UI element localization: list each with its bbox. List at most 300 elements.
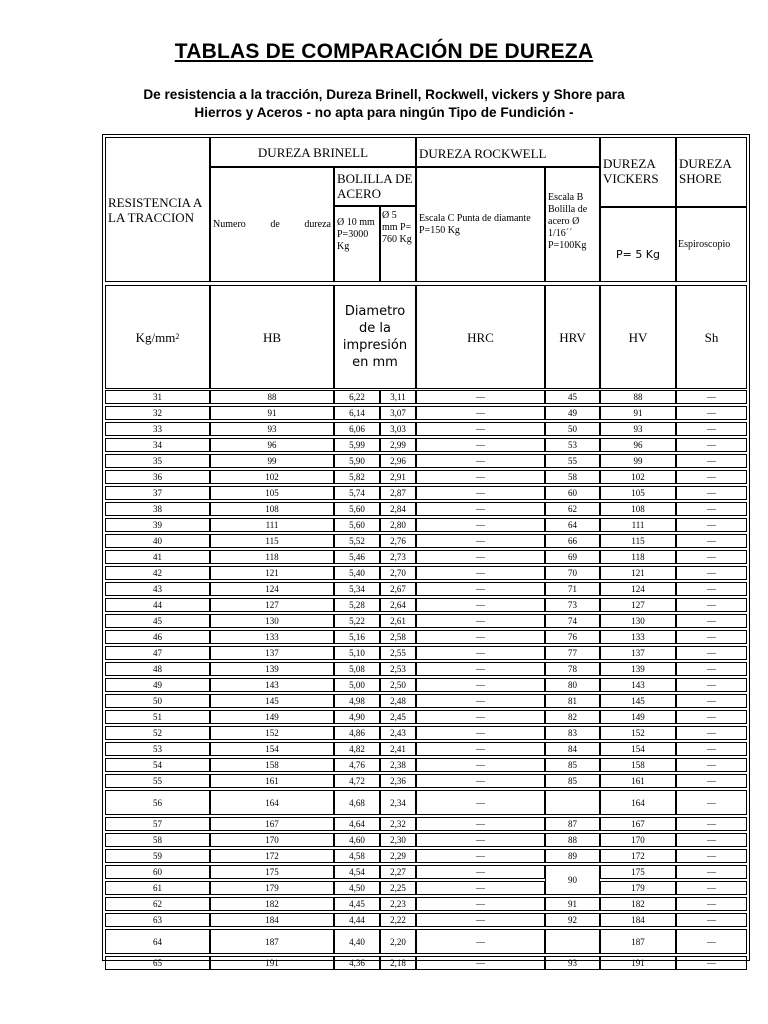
table-cell-d5: 2,45	[380, 710, 416, 724]
table-cell-d5: 2,29	[380, 849, 416, 863]
table-cell-d5: 2,50	[380, 678, 416, 692]
table-cell-hb: 191	[210, 956, 334, 970]
table-cell-d10: 4,76	[334, 758, 380, 772]
header-p5-label: P= 5 Kg	[615, 248, 661, 261]
table-cell-hrv: 73	[545, 598, 600, 612]
table-cell-sh: —	[676, 726, 747, 740]
table-cell-d10: 5,60	[334, 518, 380, 532]
table-cell-sh: —	[676, 630, 747, 644]
table-cell-hrc: —	[416, 956, 545, 970]
subtitle-line-2: Hierros y Aceros - no apta para ningún Tipo de Fundición -	[194, 105, 574, 120]
table-cell-d10: 4,60	[334, 833, 380, 847]
table-cell-d5: 3,03	[380, 422, 416, 436]
table-cell-hb: 111	[210, 518, 334, 532]
table-cell-hv: 179	[600, 881, 676, 895]
header-rockwell-label: DUREZA ROCKWELL	[419, 146, 547, 161]
table-cell-d10: 4,44	[334, 913, 380, 927]
table-cell-hv: 145	[600, 694, 676, 708]
table-cell-resistencia: 63	[105, 913, 210, 927]
table-cell-hb: 93	[210, 422, 334, 436]
table-cell-d10: 4,54	[334, 865, 380, 879]
table-cell-resistencia: 50	[105, 694, 210, 708]
table-cell-hb: 182	[210, 897, 334, 911]
table-cell-hv: 127	[600, 598, 676, 612]
table-cell-hrc: —	[416, 390, 545, 404]
table-cell-hrc: —	[416, 790, 545, 815]
header-d10-label: Ø 10 mm P=3000 Kg	[337, 217, 375, 252]
header-brinell-label: DUREZA BRINELL	[257, 144, 369, 160]
header-p5	[600, 207, 676, 282]
table-cell-resistencia: 58	[105, 833, 210, 847]
table-cell-hv: 175	[600, 865, 676, 879]
table-cell-sh: —	[676, 742, 747, 756]
header-espiroscopio	[676, 207, 747, 282]
table-cell-hrv: 45	[545, 390, 600, 404]
table-cell-sh: —	[676, 694, 747, 708]
header-vickers-label: DUREZA VICKERS	[603, 156, 659, 186]
table-cell-hrc: —	[416, 630, 545, 644]
table-cell-hrc: —	[416, 929, 545, 954]
table-cell-hrv: 49	[545, 406, 600, 420]
table-cell-hrc: —	[416, 598, 545, 612]
header-bolilla-label: BOLILLA DE ACERO	[337, 171, 413, 201]
table-cell-d5: 2,84	[380, 502, 416, 516]
table-cell-hrv: 89	[545, 849, 600, 863]
table-cell-resistencia: 36	[105, 470, 210, 484]
table-cell-d10: 5,60	[334, 502, 380, 516]
unit-sh	[676, 285, 747, 389]
table-cell-resistencia: 37	[105, 486, 210, 500]
table-cell-hb: 108	[210, 502, 334, 516]
table-cell-d5: 2,53	[380, 662, 416, 676]
table-cell-sh: —	[676, 550, 747, 564]
table-cell-resistencia: 52	[105, 726, 210, 740]
table-cell-d10: 5,74	[334, 486, 380, 500]
table-cell-hv: 184	[600, 913, 676, 927]
table-cell-sh: —	[676, 913, 747, 927]
table-cell-sh: —	[676, 865, 747, 879]
table-cell-hv: 111	[600, 518, 676, 532]
table-cell-d5: 3,11	[380, 390, 416, 404]
page-title: TABLAS DE COMPARACIÓN DE DUREZA	[174, 40, 594, 63]
table-cell-hrc: —	[416, 534, 545, 548]
table-cell-d5: 2,99	[380, 438, 416, 452]
table-cell-hrc: —	[416, 678, 545, 692]
table-cell-sh: —	[676, 486, 747, 500]
table-cell-resistencia: 61	[105, 881, 210, 895]
table-cell-sh: —	[676, 470, 747, 484]
table-cell-hv: 158	[600, 758, 676, 772]
table-cell-hv: 118	[600, 550, 676, 564]
table-cell-d10: 4,72	[334, 774, 380, 788]
table-cell-sh: —	[676, 817, 747, 831]
table-cell-d5: 2,34	[380, 790, 416, 815]
table-cell-hv: 130	[600, 614, 676, 628]
table-cell-hrv: 90	[545, 865, 600, 895]
table-cell-hrv: 76	[545, 630, 600, 644]
table-cell-hb: 99	[210, 454, 334, 468]
table-cell-hrv: 78	[545, 662, 600, 676]
table-cell-sh: —	[676, 566, 747, 580]
table-cell-d10: 5,22	[334, 614, 380, 628]
table-cell-d5: 2,96	[380, 454, 416, 468]
table-cell-hv: 96	[600, 438, 676, 452]
unit-kg-label: Kg/mm	[135, 329, 176, 345]
table-cell-d5: 2,38	[380, 758, 416, 772]
table-cell-d10: 4,86	[334, 726, 380, 740]
table-cell-resistencia: 46	[105, 630, 210, 644]
table-cell-hrv: 62	[545, 502, 600, 516]
table-cell-hrv: 91	[545, 897, 600, 911]
table-cell-hv: 102	[600, 470, 676, 484]
header-d5	[380, 206, 416, 282]
table-cell-d10: 4,45	[334, 897, 380, 911]
table-cell-sh: —	[676, 502, 747, 516]
table-cell-hrc: —	[416, 742, 545, 756]
table-cell-sh: —	[676, 662, 747, 676]
table-cell-d10: 5,16	[334, 630, 380, 644]
table-cell-hrc: —	[416, 774, 545, 788]
table-cell-hrv: 60	[545, 486, 600, 500]
table-cell-d5: 2,91	[380, 470, 416, 484]
table-cell-d5: 2,23	[380, 897, 416, 911]
table-cell-d5: 2,43	[380, 726, 416, 740]
table-cell-hrv: 81	[545, 694, 600, 708]
table-cell-resistencia: 45	[105, 614, 210, 628]
table-cell-hrv: 77	[545, 646, 600, 660]
table-cell-resistencia: 34	[105, 438, 210, 452]
unit-hv-label: HV	[628, 329, 648, 345]
table-cell-resistencia: 38	[105, 502, 210, 516]
table-cell-hv: 99	[600, 454, 676, 468]
table-cell-d5: 2,64	[380, 598, 416, 612]
table-cell-hrv: 58	[545, 470, 600, 484]
table-cell-hrc: —	[416, 406, 545, 420]
table-cell-hrv: 93	[545, 956, 600, 970]
table-cell-hrv: 50	[545, 422, 600, 436]
table-cell-resistencia: 56	[105, 790, 210, 815]
table-cell-hb: 88	[210, 390, 334, 404]
table-cell-resistencia: 51	[105, 710, 210, 724]
table-cell-hrc: —	[416, 454, 545, 468]
table-cell-hrc: —	[416, 913, 545, 927]
table-cell-d10: 4,50	[334, 881, 380, 895]
table-cell-resistencia: 47	[105, 646, 210, 660]
table-cell-hrc: —	[416, 550, 545, 564]
table-cell-resistencia: 54	[105, 758, 210, 772]
table-cell-hrc: —	[416, 758, 545, 772]
table-cell-resistencia: 35	[105, 454, 210, 468]
table-cell-d10: 5,08	[334, 662, 380, 676]
table-cell-d10: 5,52	[334, 534, 380, 548]
table-cell-hb: 184	[210, 913, 334, 927]
header-d5-label: Ø 5 mm P= 760 Kg	[382, 210, 412, 245]
table-cell-resistencia: 55	[105, 774, 210, 788]
table-cell-hb: 149	[210, 710, 334, 724]
table-cell-hb: 179	[210, 881, 334, 895]
table-cell-hb: 137	[210, 646, 334, 660]
table-cell-sh: —	[676, 833, 747, 847]
table-cell-resistencia: 64	[105, 929, 210, 954]
table-cell-sh: —	[676, 534, 747, 548]
header-shore	[676, 137, 747, 207]
table-cell-resistencia: 43	[105, 582, 210, 596]
header-vickers	[600, 137, 676, 207]
table-cell-d10: 5,99	[334, 438, 380, 452]
table-cell-sh: —	[676, 646, 747, 660]
table-cell-d5: 2,30	[380, 833, 416, 847]
table-cell-hv: 170	[600, 833, 676, 847]
table-cell-d5: 2,55	[380, 646, 416, 660]
table-cell-hv: 149	[600, 710, 676, 724]
unit-hrc	[416, 285, 545, 389]
table-cell-hv: 164	[600, 790, 676, 815]
table-cell-sh: —	[676, 758, 747, 772]
table-cell-hb: 139	[210, 662, 334, 676]
table-cell-d5: 2,73	[380, 550, 416, 564]
table-cell-hv: 139	[600, 662, 676, 676]
table-cell-hrc: —	[416, 614, 545, 628]
table-cell-d5: 2,61	[380, 614, 416, 628]
table-cell-hb: 105	[210, 486, 334, 500]
table-cell-hb: 145	[210, 694, 334, 708]
table-cell-d10: 4,82	[334, 742, 380, 756]
table-cell-d5: 2,22	[380, 913, 416, 927]
table-cell-d10: 4,90	[334, 710, 380, 724]
table-cell-hv: 137	[600, 646, 676, 660]
header-espiroscopio-label: Espiroscopio	[678, 238, 731, 250]
table-cell-d10: 4,36	[334, 956, 380, 970]
table-cell-hrv	[545, 790, 600, 815]
table-cell-d5: 3,07	[380, 406, 416, 420]
table-cell-hv: 167	[600, 817, 676, 831]
unit-hb	[210, 285, 334, 389]
table-cell-d10: 5,34	[334, 582, 380, 596]
table-cell-hv: 172	[600, 849, 676, 863]
table-cell-hb: 175	[210, 865, 334, 879]
header-d10	[334, 206, 380, 282]
table-cell-hb: 154	[210, 742, 334, 756]
table-cell-d10: 5,90	[334, 454, 380, 468]
table-cell-hb: 127	[210, 598, 334, 612]
table-cell-hrv: 69	[545, 550, 600, 564]
table-cell-sh: —	[676, 790, 747, 815]
table-cell-hb: 133	[210, 630, 334, 644]
table-cell-d5: 2,67	[380, 582, 416, 596]
table-cell-hrc: —	[416, 694, 545, 708]
table-cell-d10: 4,40	[334, 929, 380, 954]
table-cell-sh: —	[676, 422, 747, 436]
table-cell-sh: —	[676, 710, 747, 724]
table-cell-resistencia: 33	[105, 422, 210, 436]
table-cell-resistencia: 57	[105, 817, 210, 831]
table-cell-sh: —	[676, 390, 747, 404]
table-cell-hrc: —	[416, 486, 545, 500]
table-cell-sh: —	[676, 518, 747, 532]
header-resistencia	[105, 137, 210, 282]
table-cell-sh: —	[676, 929, 747, 954]
table-cell-d5: 2,25	[380, 881, 416, 895]
table-cell-hrv: 85	[545, 758, 600, 772]
table-cell-hb: 102	[210, 470, 334, 484]
table-cell-hrc: —	[416, 881, 545, 895]
table-cell-d5: 2,87	[380, 486, 416, 500]
table-cell-hv: 124	[600, 582, 676, 596]
table-cell-hrv: 71	[545, 582, 600, 596]
table-cell-d5: 2,70	[380, 566, 416, 580]
table-cell-sh: —	[676, 956, 747, 970]
table-cell-hv: 91	[600, 406, 676, 420]
unit-hb-label: HB	[262, 329, 282, 345]
table-cell-resistencia: 60	[105, 865, 210, 879]
table-cell-hrc: —	[416, 726, 545, 740]
table-cell-hrv: 74	[545, 614, 600, 628]
table-cell-hb: 91	[210, 406, 334, 420]
table-cell-hrc: —	[416, 662, 545, 676]
unit-hrv	[545, 285, 600, 389]
unit-kg: Kg/mm 2	[105, 285, 210, 389]
table-cell-sh: —	[676, 438, 747, 452]
table-cell-d10: 5,82	[334, 470, 380, 484]
table-cell-hv: 108	[600, 502, 676, 516]
table-cell-d10: 4,64	[334, 817, 380, 831]
table-cell-sh: —	[676, 598, 747, 612]
table-cell-hv: 121	[600, 566, 676, 580]
unit-diametro	[334, 285, 416, 389]
table-cell-resistencia: 40	[105, 534, 210, 548]
header-bolilla	[334, 167, 416, 206]
table-cell-resistencia: 65	[105, 956, 210, 970]
table-cell-d5: 2,76	[380, 534, 416, 548]
table-cell-hv: 105	[600, 486, 676, 500]
table-cell-hrv: 85	[545, 774, 600, 788]
table-cell-hrv: 92	[545, 913, 600, 927]
table-cell-hrc: —	[416, 710, 545, 724]
table-cell-hrc: —	[416, 566, 545, 580]
table-cell-hb: 164	[210, 790, 334, 815]
table-cell-d5: 2,48	[380, 694, 416, 708]
table-cell-sh: —	[676, 582, 747, 596]
table-cell-d5: 2,32	[380, 817, 416, 831]
header-numero-dureza	[210, 167, 334, 282]
table-cell-resistencia: 59	[105, 849, 210, 863]
table-cell-hb: 118	[210, 550, 334, 564]
table-cell-d10: 6,22	[334, 390, 380, 404]
table-cell-sh: —	[676, 678, 747, 692]
table-cell-d10: 5,00	[334, 678, 380, 692]
page-subtitle	[84, 86, 684, 122]
table-cell-hrv: 55	[545, 454, 600, 468]
table-cell-hrc: —	[416, 646, 545, 660]
table-cell-hb: 167	[210, 817, 334, 831]
table-cell-hrc: —	[416, 422, 545, 436]
table-cell-hv: 133	[600, 630, 676, 644]
header-brinell	[210, 137, 416, 167]
table-cell-hv: 115	[600, 534, 676, 548]
unit-sh-label: Sh	[704, 329, 719, 345]
header-escala-c	[416, 167, 545, 282]
table-cell-resistencia: 42	[105, 566, 210, 580]
table-cell-hrc: —	[416, 865, 545, 879]
header-escala-c-label: Escala C Punta de diamante P=150 Kg	[419, 212, 531, 236]
table-cell-sh: —	[676, 849, 747, 863]
table-cell-hrv: 70	[545, 566, 600, 580]
table-cell-resistencia: 44	[105, 598, 210, 612]
table-cell-hrc: —	[416, 502, 545, 516]
table-cell-hrv: 80	[545, 678, 600, 692]
table-cell-hb: 172	[210, 849, 334, 863]
table-cell-resistencia: 32	[105, 406, 210, 420]
table-cell-d10: 6,14	[334, 406, 380, 420]
unit-diametro-label: Diametro de la impresión en mm	[342, 304, 408, 370]
table-cell-hb: 187	[210, 929, 334, 954]
table-cell-hrv: 66	[545, 534, 600, 548]
header-shore-label: DUREZA SHORE	[679, 156, 731, 186]
table-cell-hv: 88	[600, 390, 676, 404]
table-cell-hv: 191	[600, 956, 676, 970]
table-cell-hrc: —	[416, 470, 545, 484]
table-cell-hrv	[545, 929, 600, 954]
table-cell-hb: 124	[210, 582, 334, 596]
table-cell-hrv: 88	[545, 833, 600, 847]
table-cell-d10: 6,06	[334, 422, 380, 436]
table-cell-d10: 5,10	[334, 646, 380, 660]
table-cell-sh: —	[676, 454, 747, 468]
table-cell-hb: 121	[210, 566, 334, 580]
header-resistencia-label: RESISTENCIA A LA TRACCION	[108, 194, 202, 225]
unit-hv	[600, 285, 676, 389]
table-cell-d10: 4,68	[334, 790, 380, 815]
table-cell-d5: 2,27	[380, 865, 416, 879]
table-cell-sh: —	[676, 614, 747, 628]
table-cell-resistencia: 41	[105, 550, 210, 564]
table-cell-hrc: —	[416, 897, 545, 911]
table-cell-resistencia: 62	[105, 897, 210, 911]
table-cell-hrv: 64	[545, 518, 600, 532]
table-cell-hv: 143	[600, 678, 676, 692]
table-cell-hb: 130	[210, 614, 334, 628]
table-cell-d10: 5,40	[334, 566, 380, 580]
table-cell-hrv: 83	[545, 726, 600, 740]
table-cell-hb: 115	[210, 534, 334, 548]
table-cell-hv: 93	[600, 422, 676, 436]
table-cell-hv: 161	[600, 774, 676, 788]
table-cell-d5: 2,36	[380, 774, 416, 788]
table-cell-hrc: —	[416, 582, 545, 596]
table-cell-hrc: —	[416, 518, 545, 532]
table-cell-hrc: —	[416, 849, 545, 863]
table-cell-hb: 96	[210, 438, 334, 452]
table-cell-resistencia: 53	[105, 742, 210, 756]
table-cell-resistencia: 31	[105, 390, 210, 404]
header-rockwell	[416, 137, 600, 167]
table-cell-d5: 2,58	[380, 630, 416, 644]
table-cell-hv: 152	[600, 726, 676, 740]
table-cell-sh: —	[676, 774, 747, 788]
table-cell-hrv: 84	[545, 742, 600, 756]
table-cell-d10: 5,46	[334, 550, 380, 564]
header-numero-label: Numero de dureza	[213, 218, 331, 230]
table-cell-d5: 2,80	[380, 518, 416, 532]
unit-hrv-label: HRV	[559, 329, 586, 345]
header-escala-b	[545, 167, 600, 282]
table-cell-hb: 170	[210, 833, 334, 847]
table-cell-sh: —	[676, 406, 747, 420]
table-cell-d10: 5,28	[334, 598, 380, 612]
unit-hrc-label: HRC	[467, 329, 494, 345]
table-cell-hv: 187	[600, 929, 676, 954]
table-cell-d5: 2,41	[380, 742, 416, 756]
